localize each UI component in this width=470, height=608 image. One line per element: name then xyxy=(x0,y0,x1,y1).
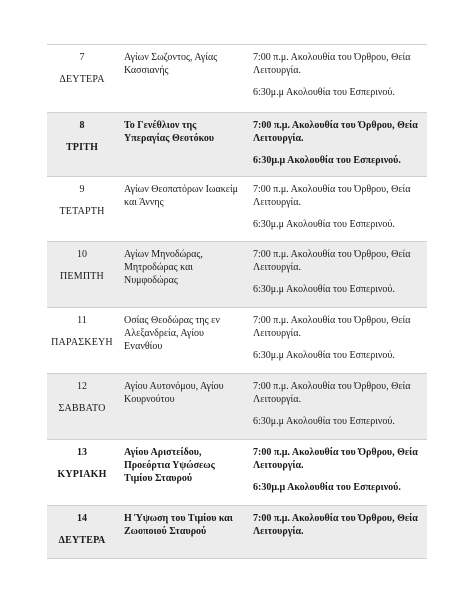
day-row xyxy=(47,373,427,439)
day-name: ΤΕΤΑΡΤΗ xyxy=(59,206,105,217)
orthros-service: 7:00 π.μ. Ακολουθία του Όρθρου, Θεία Λειτουργία. xyxy=(253,513,418,537)
feast-name: Το Γενέθλιον της Υπεραγίας Θεοτόκου xyxy=(124,120,215,144)
feast-name: Αγίων Σωζοντος, Αγίας Κασσιανής xyxy=(124,52,218,76)
orthros-service: 7:00 π.μ. Ακολουθία του Όρθρου, Θεία Λειτουργία. xyxy=(253,184,411,208)
day-number: 12 xyxy=(77,381,87,392)
services-cell xyxy=(253,51,425,99)
day-row xyxy=(47,112,427,176)
vespers-service: 6:30μ.μ Ακολουθία του Εσπερινού. xyxy=(253,284,395,295)
day-cell xyxy=(47,45,117,86)
feast-name: Η Ύψωση του Τιμίου και Ζωοποιού Σταυρού xyxy=(124,513,233,537)
feast-name: Αγίων Μηνοδώρας, Μητροδώρας και Νυμφοδώρας xyxy=(124,249,203,286)
day-cell xyxy=(47,177,117,218)
services-cell xyxy=(253,314,425,362)
day-cell xyxy=(47,374,117,415)
vespers-service: 6:30μ.μ Ακολουθία του Εσπερινού. xyxy=(253,219,395,230)
day-row xyxy=(47,44,427,112)
day-name: ΔΕΥΤΕΡΑ xyxy=(59,74,105,85)
day-name: ΔΕΥΤΕΡΑ xyxy=(58,535,106,546)
services-cell xyxy=(253,512,425,538)
day-name: ΤΡΙΤΗ xyxy=(65,142,99,153)
vespers-service: 6:30μ.μ Ακολουθία του Εσπερινού. xyxy=(253,416,395,427)
vespers-service: 6:30μ.μ Ακολουθία του Εσπερινού. xyxy=(253,87,395,98)
feast-name: Αγίων Θεοπατόρων Ιωακείμ και Άννης xyxy=(124,184,239,208)
vespers-service: 6:30μ.μ Ακολουθία του Εσπερινού. xyxy=(253,482,401,493)
orthros-service: 7:00 π.μ. Ακολουθία του Όρθρου, Θεία Λειτουργία. xyxy=(253,52,411,76)
feast-name: Οσίας Θεοδώρας της εν Αλεξανδρεία, Αγίου Εvανθίου xyxy=(124,315,220,352)
day-number: 10 xyxy=(77,249,87,260)
day-number: 13 xyxy=(77,447,87,458)
feast-name: Αγίου Αυτονόμου, Αγίου Κουρνούτου xyxy=(124,381,224,405)
day-row xyxy=(47,505,427,559)
orthros-service: 7:00 π.μ. Ακολουθία του Όρθρου, Θεία Λειτουργία. xyxy=(253,120,418,144)
vespers-service: 6:30μ.μ Ακολουθία του Εσπερινού. xyxy=(253,350,395,361)
day-number: 9 xyxy=(79,184,85,195)
day-name: ΣΑΒΒΑΤΟ xyxy=(58,403,106,414)
services-cell xyxy=(253,183,425,231)
day-cell xyxy=(47,506,117,547)
orthros-service: 7:00 π.μ. Ακολουθία του Όρθρου, Θεία Λειτουργία. xyxy=(253,381,411,405)
day-name: ΚΥΡΙΑΚΗ xyxy=(57,469,107,480)
services-cell xyxy=(253,248,425,296)
day-cell xyxy=(47,113,117,154)
day-cell xyxy=(47,242,117,283)
day-cell xyxy=(47,440,117,481)
orthros-service: 7:00 π.μ. Ακολουθία του Όρθρου, Θεία Λειτουργία. xyxy=(253,315,411,339)
day-name: ΠΕΜΠΤΗ xyxy=(60,271,104,282)
services-cell xyxy=(253,380,425,428)
orthros-service: 7:00 π.μ. Ακολουθία του Όρθρου, Θεία Λειτουργία. xyxy=(253,447,418,471)
orthros-service: 7:00 π.μ. Ακολουθία του Όρθρου, Θεία Λειτουργία. xyxy=(253,249,411,273)
day-row xyxy=(47,176,427,241)
day-cell xyxy=(47,308,117,349)
day-number: 7 xyxy=(79,52,85,63)
day-number: 14 xyxy=(77,513,87,524)
vespers-service: 6:30μ.μ Ακολουθία του Εσπερινού. xyxy=(253,155,401,166)
schedule-table xyxy=(47,44,427,559)
day-number: 8 xyxy=(79,120,85,131)
services-cell xyxy=(253,446,425,494)
day-row xyxy=(47,241,427,307)
feast-name: Αγίου Αριστείδου, Προεόρτια Υψώσεως Τιμίου Σταυρού xyxy=(124,447,215,484)
day-row xyxy=(47,439,427,505)
day-number: 11 xyxy=(77,315,87,326)
day-name: ΠΑΡΑΣΚΕΥΗ xyxy=(51,337,113,348)
day-row xyxy=(47,307,427,373)
services-cell xyxy=(253,119,425,167)
